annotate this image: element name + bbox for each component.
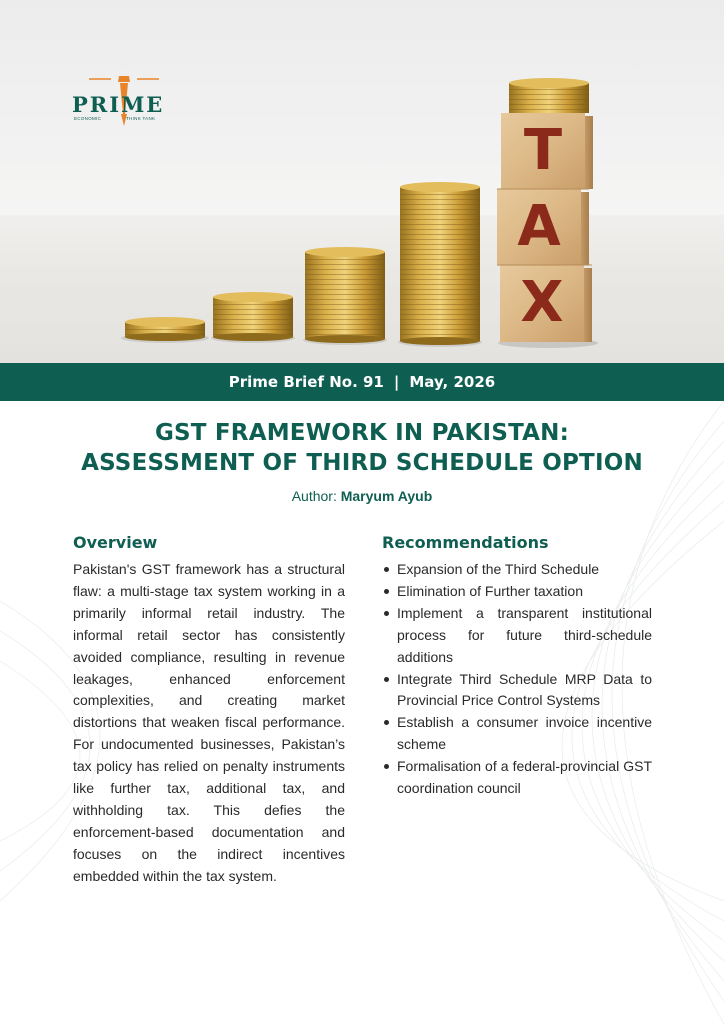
coin-stack-4 [400, 182, 480, 345]
logo-wordmark: PRIME [72, 92, 165, 117]
band-separator: | [393, 373, 400, 391]
logo-tagline-left: ECONOMIC [74, 116, 102, 121]
brief-date: May, 2026 [409, 373, 496, 391]
tax-letter-a: A [517, 194, 561, 259]
tax-letter-t: T [523, 118, 563, 183]
recommendations-heading: Recommendations [382, 533, 549, 552]
coin-stack-1 [125, 317, 205, 341]
list-item: Establish a consumer invoice incentive scheme [382, 712, 652, 756]
recommendations-list [382, 559, 652, 800]
author-line [0, 488, 724, 504]
prime-logo [72, 74, 168, 134]
coin-stack-5 [509, 78, 589, 113]
list-item: Formalisation of a federal-provincial GST coordination council [382, 756, 652, 800]
page-title [0, 418, 724, 478]
coin-stack-2 [213, 292, 293, 341]
list-item: Implement a transparent institutional process for future third-schedule additions [382, 603, 652, 669]
overview-text: Pakistan's GST framework has a structural flaw: a multi-stage tax system working in a primarily informal retail industry. The informal retail sector has consistently avoided compliance, resulting in revenue leakages, enhanced enforcement complexities, and creating market distortions that weaken fiscal performance. For undocumented businesses, Pakistan’s tax policy has relied on penalty instruments like further tax, additional tax, and withholding tax. This defies the enforcement-based documentation and focuses on the indirect incentives embedded within the tax system. [73, 561, 345, 884]
list-item: Integrate Third Schedule MRP Data to Provincial Price Control Systems [382, 669, 652, 713]
hero-image [0, 0, 724, 363]
brief-number: Prime Brief No. 91 [228, 373, 384, 391]
logo-tagline-right: THINK TANK [126, 116, 156, 121]
title-line-2: ASSESSMENT OF THIRD SCHEDULE OPTION [81, 450, 643, 476]
author-name: Maryum Ayub [340, 488, 433, 504]
coin-stacks-illustration [0, 0, 724, 363]
author-label: Author: [291, 488, 337, 504]
title-line-1: GST FRAMEWORK IN PAKISTAN: [154, 420, 570, 446]
list-item: Elimination of Further taxation [382, 581, 652, 603]
list-item: Expansion of the Third Schedule [382, 559, 652, 581]
tax-letter-x: X [520, 270, 564, 335]
overview-heading: Overview [73, 533, 158, 552]
coin-stack-3 [305, 247, 385, 343]
brief-info-band [0, 363, 724, 401]
